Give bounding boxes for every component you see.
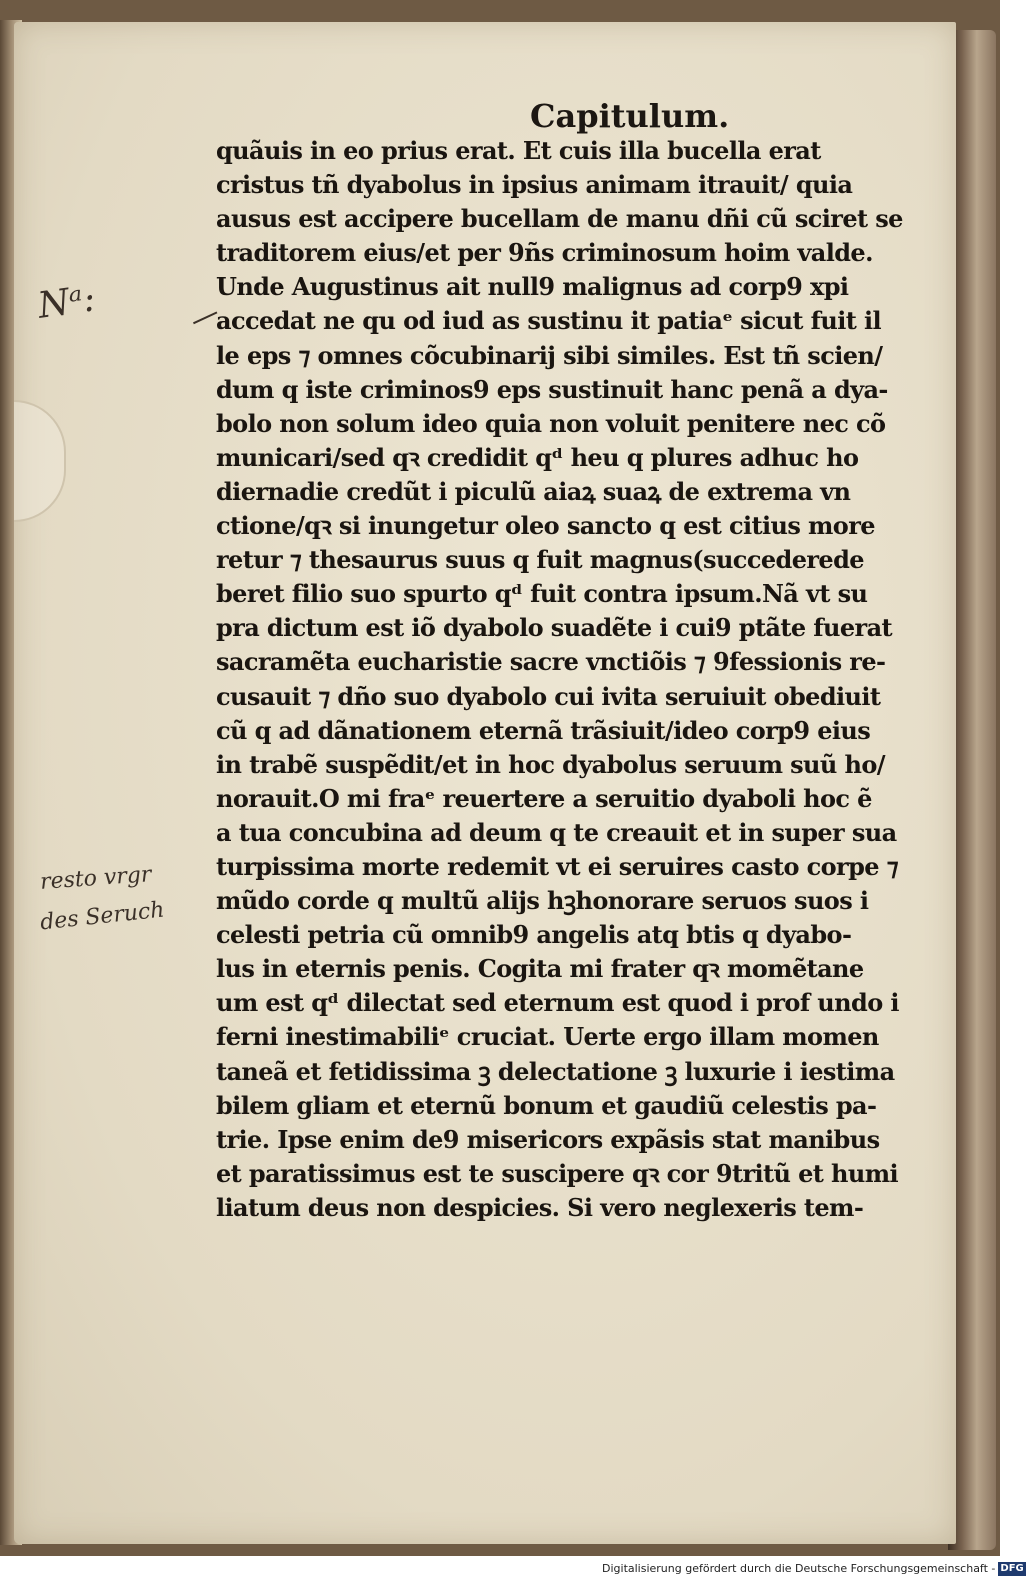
text-line: turpissima morte redemit vt ei seruires casto corpe ⁊ (216, 851, 899, 881)
text-line: mũdo corde q multũ alijs hꝫhonorare seruos suos i (216, 886, 869, 916)
marginal-note: resto vrgr (39, 862, 153, 895)
text-line: et paratissimus est te suscipere qꝛ cor 9tritũ et humi (216, 1158, 899, 1188)
text-line: lus in eternis penis. Cogita mi frater qꝛ momẽtane (216, 954, 864, 984)
text-line: cusauit ⁊ dño suo dyabolo cui ivita seruiuit obediuit (216, 681, 881, 711)
text-line: a tua concubina ad deum q te creauit et in super sua (216, 817, 897, 847)
text-line: beret filio suo spurto qᵈ fuit contra ipsum.Nã vt su (216, 579, 868, 609)
text-line: trie. Ipse enim de9 misericors expãsis stat manibus (216, 1124, 880, 1154)
marginal-note: des Seruch (39, 897, 166, 936)
text-line: pra dictum est iõ dyabolo suadẽte i cui9 ptãte fuerat (216, 613, 893, 643)
text-line: taneã et fetidissima ꝫ delectatione ꝫ luxurie i iestima (216, 1056, 895, 1086)
digitization-credit (602, 1560, 1026, 1578)
credit-text: Digitalisierung gefördert durch die Deutsche Forschungsgemeinschaft - (602, 1562, 996, 1575)
running-title: Capitulum. (530, 97, 730, 135)
text-line: sacramẽta eucharistie sacre vnctiõis ⁊ 9fessionis re- (216, 647, 886, 677)
text-line: bolo non solum ideo quia non voluit penitere nec cõ (216, 408, 886, 438)
text-line: quãuis in eo prius erat. Et cuis illa bucella erat (216, 136, 821, 165)
text-line: in trabẽ suspẽdit/et in hoc dyabolus seruum suũ ho/ (216, 749, 885, 779)
text-line: dum q iste criminos9 eps sustinuit hanc penã a dya- (216, 374, 888, 404)
text-line: cristus tñ dyabolus in ipsius animam itrauit/ quia (216, 170, 853, 200)
text-line: bilem gliam et eternũ bonum et gaudiũ celestis pa- (216, 1090, 877, 1120)
text-line: liatum deus non despicies. Si vero neglexeris tem- (216, 1192, 864, 1222)
text-line: le eps ⁊ omnes cõcubinarij sibi similes. Est tñ scien/ (216, 340, 883, 370)
text-line: accedat ne qu od iud as sustinu it patiaᵉ sicut fuit il (216, 306, 882, 336)
text-line: Unde Augustinus ait null9 malignus ad corp9 xpi (216, 272, 849, 302)
text-line: ctione/qꝛ si inungetur oleo sancto q est citius more (216, 511, 875, 541)
text-line: ausus est accipere bucellam de manu dñi cũ sciret se (216, 204, 903, 234)
dfg-logo: DFG (1000, 1563, 1024, 1574)
text-line: retur ⁊ thesaurus suus q fuit magnus(succederede (216, 545, 864, 575)
text-line: celesti petria cũ omnib9 angelis atq btis q dyabo- (216, 920, 852, 950)
text-line: municari/sed qꝛ credidit qᵈ heu q plures adhuc ho (216, 442, 859, 472)
text-line: norauit.O mi fraᵉ reuertere a seruitio dyaboli hoc ẽ (216, 783, 872, 813)
text-line: cũ q ad dãnationem eternã trãsiuit/ideo corp9 eius (216, 715, 871, 745)
marginal-note: Nᵃ: (35, 278, 98, 327)
text-line: ferni inestimabiliᵉ cruciat. Uerte ergo illam momen (216, 1022, 879, 1052)
text-line: traditorem eius/et per 9ñs criminosum hoim valde. (216, 238, 873, 268)
body-text (216, 134, 936, 1225)
text-line: um est qᵈ dilectat sed eternum est quod i prof undo i (216, 988, 899, 1018)
text-line: diernadie credũt i piculũ aiaꝝ suaꝝ de extrema vn (216, 476, 851, 506)
page-imprint-mark (14, 400, 66, 522)
